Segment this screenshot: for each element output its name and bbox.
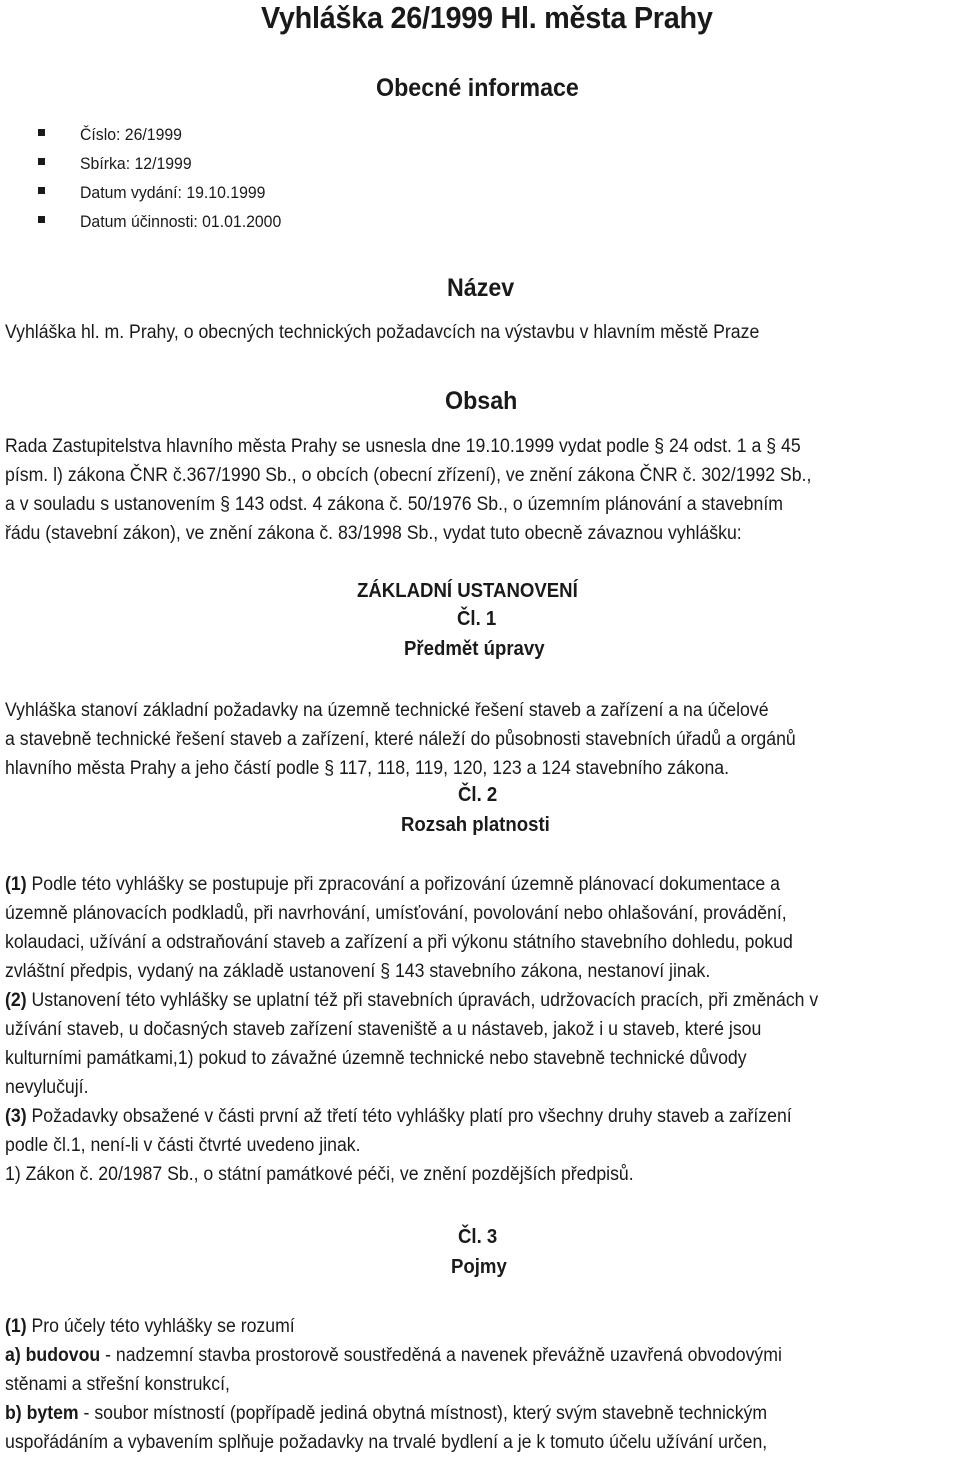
paragraph-line [5,1102,954,1131]
term-name: b) bytem [5,1403,79,1424]
content-line: Rada Zastupitelstva hlavního města Prahy se usnesla dne 19.10.1999 vydat podle § 24 odst. 1 a § 45 [5,436,801,457]
article1-paragraph [5,696,954,783]
name-heading: Název [447,274,515,302]
paragraph-number: (3) [5,1106,27,1127]
paragraph-line: územně plánovacích podkladů, při navrhování, umísťování, povolování nebo ohlašování, provádění, [5,903,787,924]
term-definition: - soubor místností (popřípadě jediná obytná místnost), který svým stavebně technickým [78,1403,768,1424]
paragraph-number: (1) [5,874,27,895]
content-line: písm. l) zákona ČNR č.367/1990 Sb., o obcích (obecní zřízení), ve znění zákona ČNR č. 302/1992 Sb., [5,465,812,486]
paragraph-text: Ustanovení této vyhlášky se uplatní též při stavebních úpravách, udržovacích pracích, při změnách v [26,990,819,1011]
content-line: řádu (stavební zákon), ve znění zákona č. 83/1998 Sb., vydat tuto obecně závaznou vyhlášku: [5,523,742,544]
article-title: Pojmy [451,1256,507,1278]
paragraph-line [5,870,954,899]
content-paragraph [5,432,954,548]
article3-paragraph [5,1312,954,1457]
paragraph-line: nevylučují. [5,1077,89,1098]
content-line: a v souladu s ustanovením § 143 odst. 4 zákona č. 50/1976 Sb., o územním plánování a stavebním [5,494,783,515]
section-heading: ZÁKLADNÍ USTANOVENÍ [357,580,578,602]
paragraph-number: (2) [5,990,27,1011]
footnote: 1) Zákon č. 20/1987 Sb., o státní památkové péči, ve znění pozdějších předpisů. [5,1164,634,1185]
term-line [5,1399,954,1428]
term-line: stěnami a střešní konstrukcí, [5,1374,230,1395]
bullet-icon [38,158,45,165]
paragraph-line: užívání staveb, u dočasných staveb zařízení staveniště a u nástaveb, jakož i u staveb, které jsou [5,1019,762,1040]
term-line: uspořádáním a vybavením splňuje požadavky na trvalé bydlení a je k tomuto účelu užívání určen, [5,1432,768,1453]
paragraph-line [5,986,954,1015]
term-name: a) budovou [5,1345,101,1366]
paragraph-line: zvláštní předpis, vydaný na základě ustanovení § 143 stavebního zákona, nestanoví jinak. [5,961,711,982]
paragraph-text: Požadavky obsažené v části první až třetí této vyhlášky platí pro všechny druhy staveb a zařízení [26,1106,792,1127]
paragraph-number: (1) [5,1316,27,1337]
info-item: Sbírka: 12/1999 [80,154,192,173]
paragraph-line: podle čl.1, není-li v části čtvrté uvedeno jinak. [5,1135,361,1156]
info-item: Datum účinnosti: 01.01.2000 [80,212,282,231]
article1-line: Vyhláška stanoví základní požadavky na územně technické řešení staveb a zařízení a na účelové [5,700,769,721]
paragraph-text: Podle této vyhlášky se postupuje při zpracování a pořizování územně plánovací dokumentace a [26,874,780,895]
term-definition: - nadzemní stavba prostorově soustředěná a navenek převážně uzavřená obvodovými [100,1345,782,1366]
paragraph-line [5,1312,954,1341]
article-number: Čl. 2 [458,784,498,806]
bullet-icon [38,129,45,136]
article1-line: a stavebně technické řešení staveb a zařízení, které náleží do působnosti stavebních úřadů a orgánů [5,729,796,750]
content-heading: Obsah [445,387,518,415]
bullet-icon [38,187,45,194]
name-text: Vyhláška hl. m. Prahy, o obecných technických požadavcích na výstavbu v hlavním městě Praze [5,322,760,343]
paragraph-line: kolaudaci, užívání a odstraňování staveb a zařízení a při výkonu státního stavebního dohledu, pokud [5,932,793,953]
info-item: Číslo: 26/1999 [80,125,182,144]
article-number: Čl. 3 [458,1226,498,1248]
article-number: Čl. 1 [457,608,497,630]
article-title: Rozsah platnosti [401,814,550,836]
term-line [5,1341,954,1370]
article-title: Předmět úpravy [404,638,545,660]
paragraph-line: kulturními památkami,1) pokud to závažné územně technické nebo stavebně technické důvody [5,1048,747,1069]
bullet-icon [38,216,45,223]
article1-line: hlavního města Prahy a jeho částí podle § 117, 118, 119, 120, 123 a 124 stavebního zákona. [5,758,730,779]
paragraph-text: Pro účely této vyhlášky se rozumí [26,1316,295,1337]
info-item: Datum vydání: 19.10.1999 [80,183,266,202]
general-info-heading: Obecné informace [376,74,579,102]
article2-paragraphs [5,870,954,1189]
document-title: Vyhláška 26/1999 Hl. města Prahy [261,0,713,35]
